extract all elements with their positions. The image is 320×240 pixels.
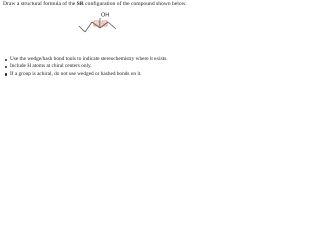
instruction-item: Use the wedge/hash bond tools to indicate stereochemistry where it exists. bbox=[4, 56, 196, 63]
bond-1 bbox=[79, 26, 85, 32]
question-suffix: configuration of the compound shown below. bbox=[83, 1, 187, 7]
question-page bbox=[0, 0, 200, 89]
question-prefix: Draw a structural formula of the bbox=[3, 1, 77, 7]
compound-structure-drawing bbox=[70, 10, 130, 36]
compound-structure bbox=[70, 10, 130, 36]
question-text bbox=[3, 1, 198, 8]
bond-2 bbox=[85, 22, 92, 32]
question-configuration: SR bbox=[76, 1, 84, 7]
stereo-label-s: S bbox=[95, 21, 98, 27]
instruction-list bbox=[4, 56, 196, 78]
instruction-item: Include H atoms at chiral centers only. bbox=[4, 63, 196, 70]
instruction-item: If a group is achiral, do not use wedged or hashed bonds on it. bbox=[4, 71, 196, 78]
stereo-label-r: R bbox=[103, 21, 107, 27]
bond-5 bbox=[108, 22, 116, 29]
oh-label: OH bbox=[101, 12, 110, 19]
